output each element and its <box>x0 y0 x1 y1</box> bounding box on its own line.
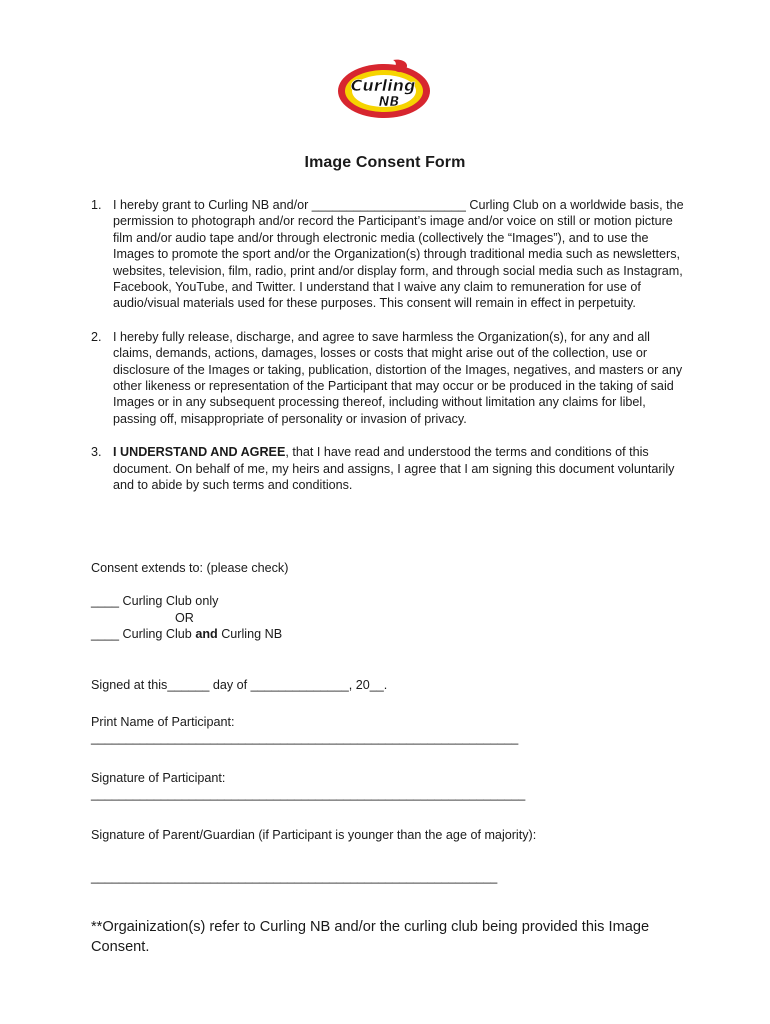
consent-option2-prefix: ____ Curling Club <box>91 627 196 642</box>
print-name-section <box>91 714 518 747</box>
consent-clauses <box>91 197 686 511</box>
clause-1 <box>91 197 686 312</box>
consent-option2-suffix: Curling NB <box>217 627 283 642</box>
guardian-signature-section <box>91 827 536 886</box>
clause-number: 2. <box>91 329 102 344</box>
guardian-signature-field[interactable]: __________________________________________________________ <box>91 870 498 885</box>
page-title: Image Consent Form <box>304 154 466 171</box>
clause-text: I hereby grant to Curling NB and/or ______________________ Curling Club on a worldwide basis, the permission to photograph and/or record the Participant’s image and/or voice on still or motion picture film and/or audio tape and/or through electronic media (collectively the “Images”), and to use the Images to promote the sport and/or the Organization(s) through traditional media such as newsletters, websites, television, film, radio, print and/or display form, and through social media such as Instagram, Facebook, YouTube, and Twitter. I understand that I waive any claim to remuneration for use of audio/visual materials used for these purposes. This consent will remain in effect in perpetuity. <box>113 198 684 311</box>
clause-body: , that I have read and understood the terms and conditions of this document. On behalf of me, my heirs and assigns, I agree that I am signing this document voluntarily and to abide by such terms and conditions. <box>113 445 675 493</box>
consent-option-club-and-nb[interactable] <box>91 626 288 642</box>
curling-nb-logo <box>335 56 433 122</box>
clause-2 <box>91 329 686 427</box>
consent-option-club-only[interactable]: ____ Curling Club only <box>91 594 219 609</box>
consent-or-label: OR <box>175 610 194 625</box>
guardian-signature-label: Signature of Parent/Guardian (if Participant is younger than the age of majority): <box>91 828 537 842</box>
clause-text: I hereby fully release, discharge, and agree to save harmless the Organization(s), for any and all claims, demands, actions, damages, losses or costs that might arise out of the collection, use or disclosure of the Images or taking, publication, distortion of the Images, negatives, and masters or any other likeness or representation of the Participant that may occur or be produced in the taking of said Images or in any subsequent processing thereof, including without limitation any claims for libel, passing off, misappropriate of personality or invasion of privacy. <box>113 329 683 426</box>
clause-number: 3. <box>91 445 102 460</box>
consent-option2-bold: and <box>195 627 218 642</box>
clause-3 <box>91 444 686 493</box>
consent-section <box>91 560 288 643</box>
print-name-field[interactable]: _____________________________________________________________ <box>91 731 519 746</box>
organization-footnote: **Orgainization(s) refer to Curling NB and/or the curling club being provided this Image Consent. <box>91 919 650 955</box>
print-name-label: Print Name of Participant: <box>91 715 235 729</box>
participant-signature-field[interactable]: ______________________________________________________________ <box>91 787 526 802</box>
participant-signature-section <box>91 770 525 803</box>
signed-at-line[interactable]: Signed at this______ day of ______________, 20__. <box>91 678 388 692</box>
clause-number: 1. <box>91 198 102 212</box>
participant-signature-label: Signature of Participant: <box>91 771 226 785</box>
logo-text-top: Curling <box>350 76 416 95</box>
consent-heading: Consent extends to: (please check) <box>91 561 289 575</box>
clause-text <box>113 444 686 493</box>
clause-bold-lead: I UNDERSTAND AND AGREE <box>113 445 286 460</box>
logo-text-bottom: NB <box>378 95 400 110</box>
